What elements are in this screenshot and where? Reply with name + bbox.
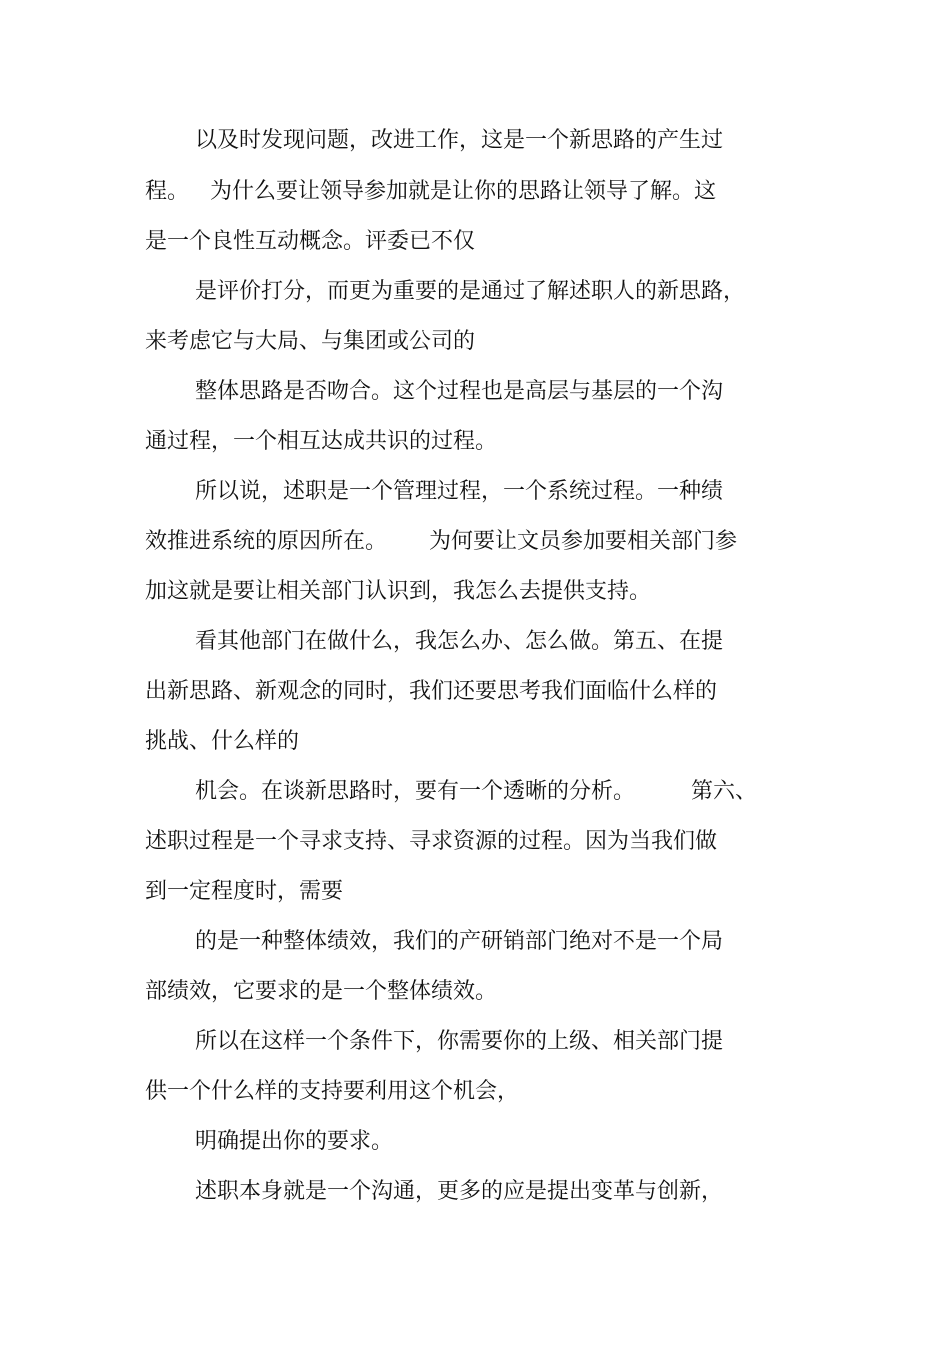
text-line: 挑战、什么样的	[145, 729, 300, 754]
text-line: 加这就是要让相关部门认识到，我怎么去提供支持。	[145, 579, 652, 604]
text-line: 述职本身就是一个沟通，更多的应是提出变革与创新，	[195, 1179, 724, 1204]
text-line: 看其他部门在做什么，我怎么办、怎么做。第五、在提	[195, 629, 724, 654]
text-line: 述职过程是一个寻求支持、寻求资源的过程。因为当我们做	[145, 829, 718, 854]
text-line: 明确提出你的要求。	[195, 1129, 394, 1154]
text-line: 是评价打分，而更为重要的是通过了解述职人的新思路，	[195, 279, 746, 304]
text-line: 整体思路是否吻合。这个过程也是高层与基层的一个沟	[195, 379, 724, 404]
text-line: 供一个什么样的支持要利用这个机会，	[145, 1079, 520, 1104]
text-line: 来考虑它与大局、与集团或公司的	[145, 329, 476, 354]
text-line: 到一定程度时，需要	[145, 879, 344, 904]
text-line: 所以说，述职是一个管理过程，一个系统过程。一种绩	[195, 479, 724, 504]
text-line: 通过程，一个相互达成共识的过程。	[145, 429, 498, 454]
text-line: 所以在这样一个条件下，你需要你的上级、相关部门提	[195, 1029, 724, 1054]
text-line: 以及时发现问题，改进工作，这是一个新思路的产生过	[195, 128, 724, 153]
text-line: 效推进系统的原因所在。 为何要让文员参加要相关部门参	[145, 529, 737, 554]
text-line: 程。 为什么要让领导参加就是让你的思路让领导了解。这	[145, 179, 716, 204]
text-line: 机会。在谈新思路时，要有一个透晰的分析。 第六、	[195, 779, 757, 804]
text-line: 是一个良性互动概念。评委已不仅	[145, 229, 476, 254]
text-line: 的是一种整体绩效，我们的产研销部门绝对不是一个局	[195, 929, 724, 954]
text-line: 部绩效，它要求的是一个整体绩效。	[145, 979, 498, 1004]
text-line: 出新思路、新观念的同时，我们还要思考我们面临什么样的	[145, 679, 718, 704]
